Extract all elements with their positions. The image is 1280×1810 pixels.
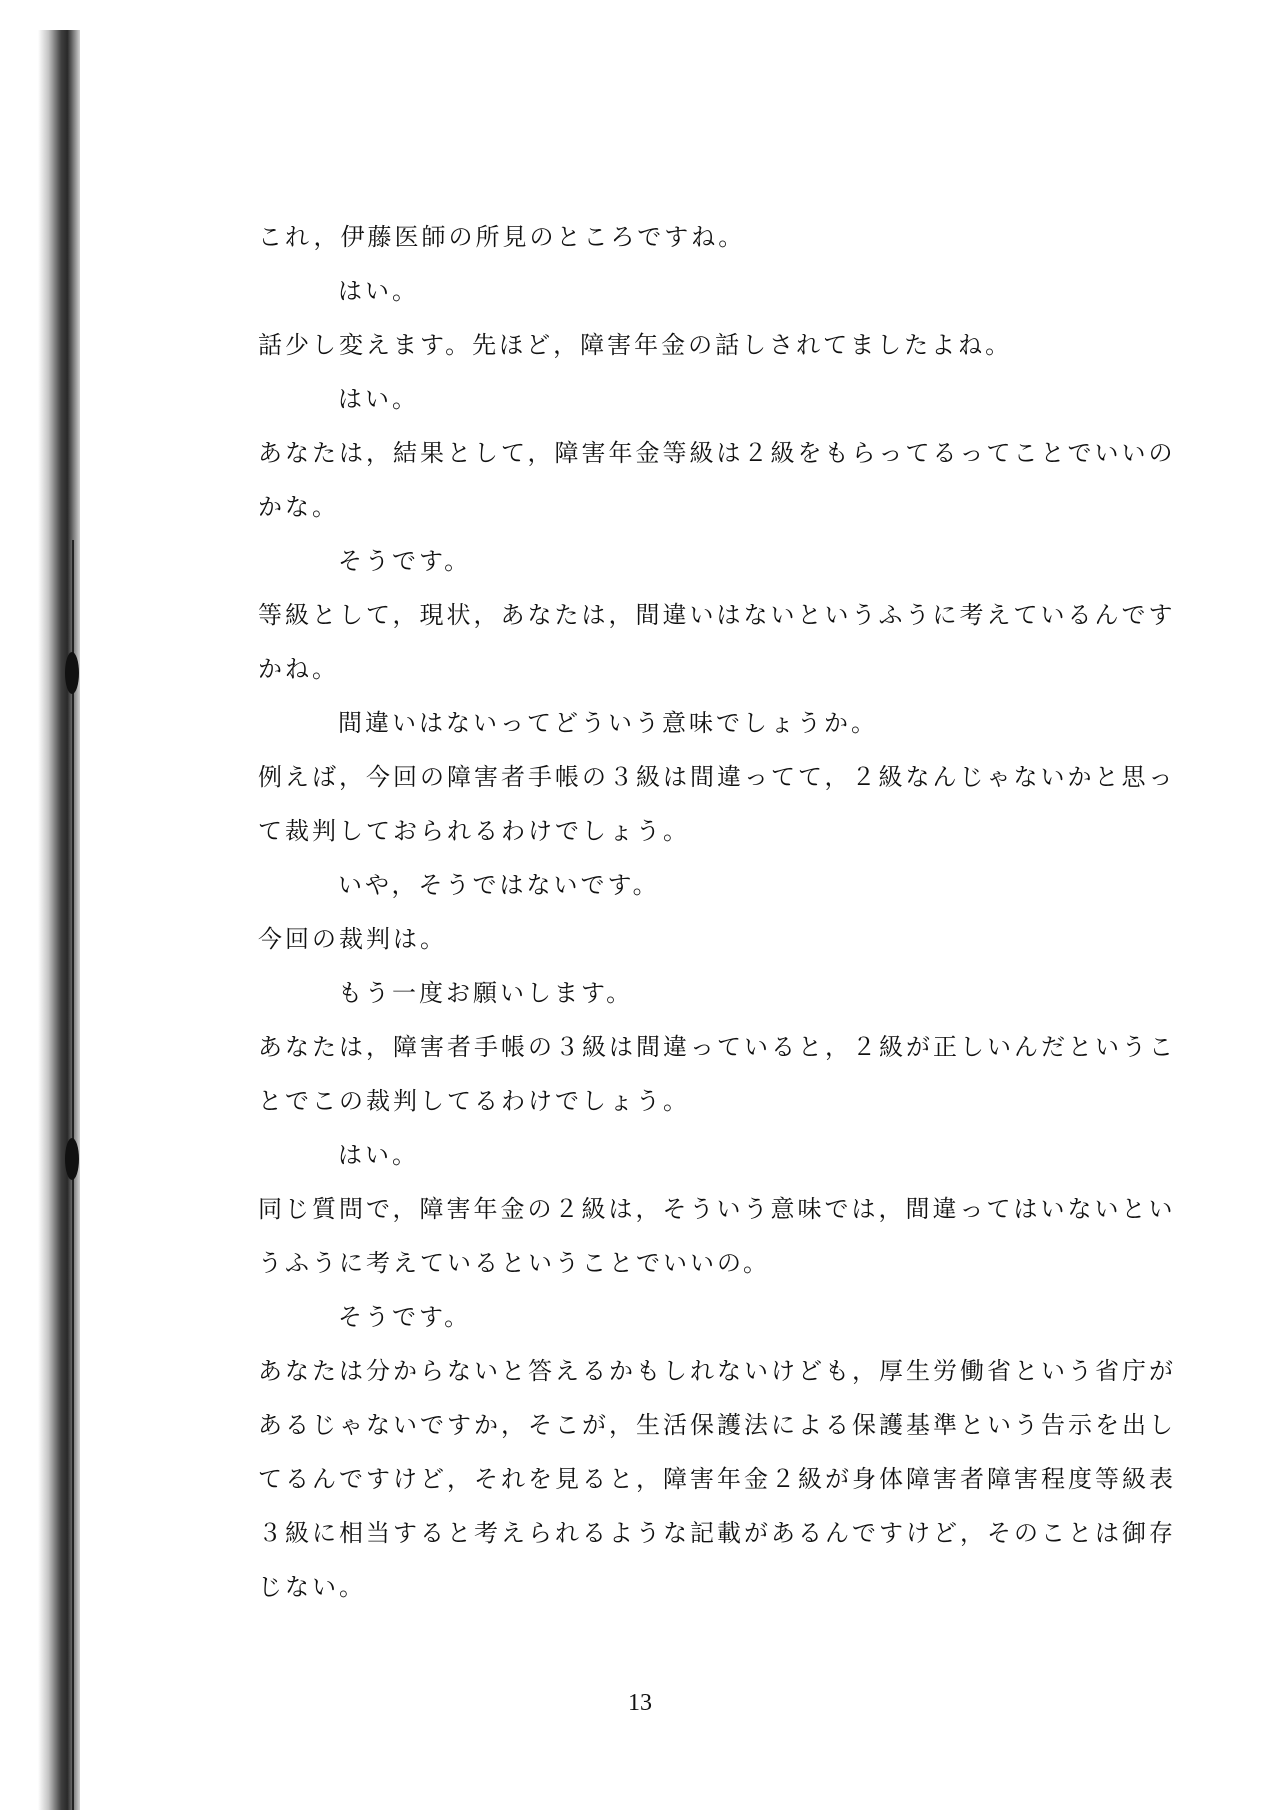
transcript-line: 等級として，現状，あなたは，間違いはないというふうに考えているんです <box>258 601 1176 629</box>
transcript-line: はい。 <box>338 1141 419 1169</box>
transcript-line: あなたは，結果として，障害年金等級は２級をもらってるってことでいいの <box>258 439 1176 467</box>
transcript-line: あるじゃないですか，そこが，生活保護法による保護基準という告示を出し <box>258 1411 1176 1439</box>
transcript-line: てるんですけど，それを見ると，障害年金２級が身体障害者障害程度等級表 <box>258 1465 1176 1493</box>
binding-hole-mark <box>65 652 79 694</box>
transcript-line: そうです。 <box>338 547 472 575</box>
transcript-line: 間違いはないってどういう意味でしょうか。 <box>338 709 878 737</box>
transcript-line: かね。 <box>258 655 339 683</box>
transcript-line: 例えば，今回の障害者手帳の３級は間違ってて，２級なんじゃないかと思っ <box>258 763 1176 791</box>
page-number: 13 <box>628 1690 652 1716</box>
transcript-line: かな。 <box>258 493 339 521</box>
transcript-line: て裁判しておられるわけでしょう。 <box>258 817 690 845</box>
transcript-line: とでこの裁判してるわけでしょう。 <box>258 1087 690 1115</box>
transcript-line: あなたは分からないと答えるかもしれないけども，厚生労働省という省庁が <box>258 1357 1176 1385</box>
transcript-line: じない。 <box>258 1573 366 1601</box>
transcript-line: ３級に相当すると考えられるような記載があるんですけど，そのことは御存 <box>258 1519 1176 1547</box>
transcript-line: 話少し変えます。先ほど，障害年金の話しされてましたよね。 <box>258 331 1013 359</box>
transcript-line: はい。 <box>338 277 419 305</box>
transcript-line: 同じ質問で，障害年金の２級は，そういう意味では，間違ってはいないとい <box>258 1195 1176 1223</box>
transcript-line: いや，そうではないです。 <box>338 871 660 899</box>
transcript-line: そうです。 <box>338 1303 472 1331</box>
transcript-line: もう一度お願いします。 <box>338 979 634 1007</box>
transcript-line: あなたは，障害者手帳の３級は間違っていると，２級が正しいんだというこ <box>258 1033 1176 1061</box>
transcript-line: はい。 <box>338 385 419 413</box>
binding-hole-mark <box>65 1138 79 1180</box>
transcript-line: 今回の裁判は。 <box>258 925 447 953</box>
transcript-line: うふうに考えているということでいいの。 <box>258 1249 771 1277</box>
transcript-line: これ，伊藤医師の所見のところですね。 <box>258 223 746 251</box>
